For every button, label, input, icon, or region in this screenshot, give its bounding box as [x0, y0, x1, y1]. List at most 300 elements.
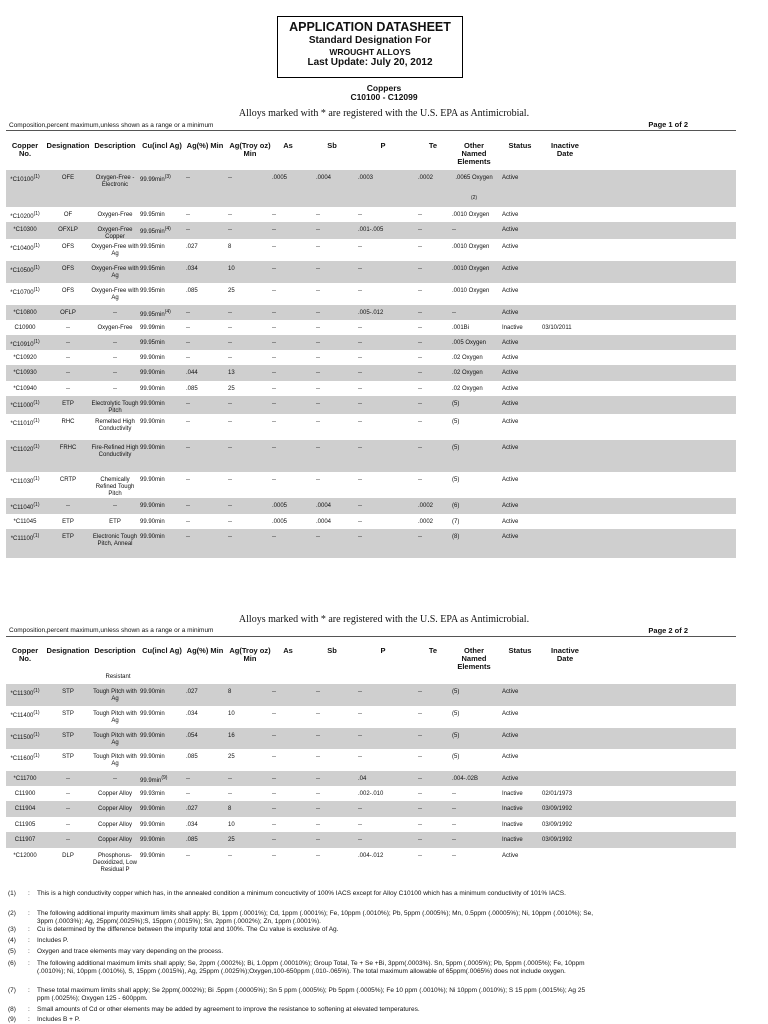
- cell-other-elements: [452, 711, 496, 718]
- cell-text: --: [418, 386, 422, 392]
- cell-p: [358, 837, 408, 844]
- cell-text: C11904: [14, 806, 36, 812]
- cell-p: [358, 445, 408, 452]
- cell-other-elements: [452, 175, 496, 202]
- footnote-ref: (1): [33, 476, 40, 482]
- table-row: [6, 771, 736, 786]
- cell-text: 99.90min: [140, 401, 165, 407]
- cell-text: .0002: [418, 519, 434, 525]
- cell-ag-min: [186, 822, 224, 829]
- cell-text: 99.90min: [140, 355, 165, 361]
- cell-status: [502, 310, 538, 317]
- table-row: [6, 170, 736, 207]
- cell-text: OFS: [61, 266, 75, 272]
- footnote-ref: (1): [33, 710, 40, 716]
- cell-text: --: [228, 534, 232, 540]
- cell-cu-incl-ag: [140, 340, 184, 347]
- cell-as: [272, 776, 304, 783]
- cell-text: C11905: [14, 822, 36, 828]
- table-row: [6, 514, 736, 529]
- cell-as: [272, 806, 304, 813]
- cell-text: 16: [228, 733, 235, 739]
- cell-sb: [316, 175, 348, 182]
- cell-text: 99.90min: [140, 822, 165, 828]
- cell-text: --: [316, 711, 320, 717]
- cell-text: .002-.010: [358, 791, 384, 797]
- cell-te: [418, 340, 448, 347]
- cell-sb: [316, 503, 348, 510]
- cell-copper-no: [6, 689, 44, 698]
- cell-status: [502, 689, 538, 696]
- cell-copper-no: [6, 806, 44, 813]
- cell-copper-no: [6, 711, 44, 720]
- datasheet-header: [277, 16, 463, 78]
- cell-ag-troy-min: [228, 310, 272, 317]
- cell-p: [358, 822, 408, 829]
- cell-ag-min: [186, 244, 224, 251]
- cell-status: [502, 227, 538, 234]
- cell-text: .0003: [358, 175, 374, 181]
- cell-other-elements: [452, 325, 496, 332]
- cell-text: ETP: [62, 534, 74, 540]
- cell-text: 99.90min: [140, 419, 165, 425]
- cell-te: [418, 733, 448, 740]
- cell-p: [358, 733, 408, 740]
- cell-as: [272, 340, 304, 347]
- cell-ag-min: [186, 837, 224, 844]
- cell-text: --: [358, 244, 362, 250]
- cell-text: --: [418, 711, 422, 717]
- cell-description: [90, 340, 140, 347]
- cell-text: 99.90min: [140, 370, 165, 376]
- cell-text: --: [358, 288, 362, 294]
- cell-status: [502, 386, 538, 393]
- cell-te: [418, 386, 448, 393]
- cell-text: --: [228, 355, 232, 361]
- cell-te: [418, 355, 448, 362]
- cell-ag-min: [186, 175, 224, 182]
- cell-text: *C11300: [10, 691, 34, 697]
- cell-text: --: [418, 754, 422, 760]
- cell-ag-min: [186, 355, 224, 362]
- cell-text: Active: [502, 355, 519, 361]
- cell-text: --: [272, 837, 276, 843]
- cell-cu-incl-ag: [140, 212, 184, 219]
- column-header-ag-troy-min: Ag(Troy oz) Min: [229, 646, 271, 663]
- cell-text: --: [66, 806, 70, 812]
- cell-text: (5): [452, 711, 460, 717]
- table-row: [6, 801, 736, 817]
- cell-text: Active: [502, 711, 519, 717]
- cell-text: 25: [228, 837, 235, 843]
- footnote-ref: (3): [164, 174, 171, 180]
- cell-p: [358, 310, 408, 317]
- cell-ag-min: [186, 266, 224, 273]
- cell-text: --: [66, 822, 70, 828]
- cell-ag-min: [186, 776, 224, 783]
- cell-text: --: [228, 791, 232, 797]
- cell-text: --: [316, 212, 320, 218]
- cell-other-elements: [452, 503, 496, 510]
- cell-cu-incl-ag: [140, 355, 184, 362]
- cell-text: --: [316, 288, 320, 294]
- cell-ag-troy-min: [228, 733, 272, 740]
- cell-ag-min: [186, 419, 224, 426]
- cell-sb: [316, 386, 348, 393]
- cell-text: --: [186, 519, 190, 525]
- cell-inactive-date: [542, 822, 588, 829]
- cell-text: 99.90min: [140, 754, 165, 760]
- cell-ag-min: [186, 754, 224, 761]
- cell-text: --: [272, 733, 276, 739]
- cell-designation: [46, 175, 90, 182]
- table-row: [6, 817, 736, 832]
- cell-copper-no: [6, 776, 44, 783]
- cell-p: [358, 711, 408, 718]
- cell-cu-incl-ag: [140, 419, 184, 426]
- cell-text: --: [316, 806, 320, 812]
- cell-text: *C11020: [10, 447, 34, 453]
- cell-ag-troy-min: [228, 386, 272, 393]
- cell-text: .034: [186, 266, 198, 272]
- cell-status: [502, 534, 538, 541]
- cell-text: --: [358, 477, 362, 483]
- cell-text: Remelted High Conductivity: [95, 419, 135, 432]
- cell-sb: [316, 711, 348, 718]
- cell-text: STP: [62, 689, 74, 695]
- column-header-ag-min: Ag(%) Min: [186, 141, 224, 150]
- cell-sb: [316, 822, 348, 829]
- cell-text: --: [186, 445, 190, 451]
- column-header-other-elements: Other Named Elements: [457, 646, 491, 671]
- cell-te: [418, 212, 448, 219]
- cell-description: [90, 791, 140, 798]
- divider: [6, 130, 736, 131]
- table-row: [6, 498, 736, 514]
- cell-ag-min: [186, 212, 224, 219]
- cell-other-elements: [452, 822, 496, 829]
- cell-text: --: [66, 503, 70, 509]
- cell-text: --: [316, 310, 320, 316]
- cell-text: --: [186, 355, 190, 361]
- page-number: Page 1 of 2: [648, 120, 688, 129]
- cell-text: .034: [186, 711, 198, 717]
- cell-text: 99.90min: [140, 503, 165, 509]
- footnote-number: (2): [8, 910, 16, 917]
- cell-text: --: [272, 419, 276, 425]
- cell-as: [272, 754, 304, 761]
- cell-text: --: [272, 288, 276, 294]
- cell-description: [90, 837, 140, 844]
- cell-status: [502, 401, 538, 408]
- cell-text: Tough Pitch with Ag: [93, 733, 137, 746]
- cell-text: .0010 Oxygen: [452, 212, 490, 218]
- cell-text: --: [228, 212, 232, 218]
- table-row: [6, 529, 736, 558]
- cell-ag-min: [186, 227, 224, 234]
- cell-text: 99.95min: [140, 266, 165, 272]
- cell-other-elements: [452, 477, 496, 484]
- footnote-ref: (9): [161, 775, 168, 781]
- cell-text: (7): [452, 519, 460, 525]
- cell-description: [90, 503, 140, 510]
- cell-copper-no: [6, 853, 44, 860]
- cell-text: *C11040: [10, 505, 34, 511]
- footnote-ref: (1): [33, 287, 40, 293]
- cell-p: [358, 340, 408, 347]
- cell-text: --: [113, 386, 117, 392]
- cell-text: Inactive: [502, 822, 523, 828]
- cell-text: --: [418, 227, 422, 233]
- footnote-number: (1): [8, 890, 16, 897]
- cell-p: [358, 519, 408, 526]
- cell-text: 10: [228, 266, 235, 272]
- cell-text: .02 Oxygen: [452, 386, 483, 392]
- cell-text: --: [316, 477, 320, 483]
- cell-status: [502, 806, 538, 813]
- cell-as: [272, 325, 304, 332]
- table-row: [6, 239, 736, 261]
- cell-as: [272, 244, 304, 251]
- cell-description: [90, 689, 140, 703]
- cell-other-elements: [452, 266, 496, 273]
- table-row: [6, 283, 736, 305]
- cell-text: C11900: [14, 791, 36, 797]
- cell-status: [502, 791, 538, 798]
- cell-sb: [316, 266, 348, 273]
- cell-cu-incl-ag: [140, 534, 184, 541]
- cell-te: [418, 837, 448, 844]
- footnote-colon: :: [28, 937, 30, 944]
- table-row: [6, 261, 736, 283]
- footnote-text: This is a high conductivity copper which has, in the annealed condition a minimum concuctivity of 100% IACS except for Alloy C10100 which has a minimum conductivity of 101% IACS.: [37, 890, 566, 897]
- cell-text: STP: [62, 733, 74, 739]
- cell-as: [272, 370, 304, 377]
- cell-text: (5): [452, 477, 460, 483]
- cell-text: --: [358, 689, 362, 695]
- cell-text: --: [272, 477, 276, 483]
- cell-description: [90, 288, 140, 302]
- cell-text: Oxygen-Free -Electronic: [95, 175, 135, 188]
- cell-text: *C11400: [10, 713, 34, 719]
- table-row: [6, 786, 736, 801]
- cell-ag-troy-min: [228, 288, 272, 295]
- cell-sb: [316, 355, 348, 362]
- cell-copper-no: [6, 244, 44, 253]
- series-name: Coppers: [366, 83, 402, 93]
- cell-text: --: [228, 853, 232, 859]
- cell-description: [90, 244, 140, 258]
- cell-cu-incl-ag: [140, 244, 184, 251]
- cell-text: *C11010: [10, 421, 34, 427]
- cell-ag-troy-min: [228, 776, 272, 783]
- cell-text: 25: [228, 754, 235, 760]
- cell-as: [272, 212, 304, 219]
- cell-text: (5): [452, 419, 460, 425]
- cell-text: .0004: [316, 175, 332, 181]
- cell-text: *C10300: [13, 227, 37, 233]
- cell-ag-min: [186, 340, 224, 347]
- cell-ag-troy-min: [228, 325, 272, 332]
- cell-as: [272, 519, 304, 526]
- cell-as: [272, 310, 304, 317]
- cell-copper-no: [6, 288, 44, 297]
- cell-te: [418, 370, 448, 377]
- cell-cu-incl-ag: [140, 689, 184, 696]
- cell-text: 8: [228, 244, 232, 250]
- cell-status: [502, 266, 538, 273]
- column-header-description: Description: [94, 141, 136, 150]
- cell-as: [272, 419, 304, 426]
- cell-as: [272, 355, 304, 362]
- cell-text: --: [418, 477, 422, 483]
- cell-text: 99.90min: [140, 853, 165, 859]
- cell-text: .0002: [418, 503, 434, 509]
- cell-text: 99.90min: [140, 711, 165, 717]
- cell-copper-no: [6, 791, 44, 798]
- cell-other-elements: [452, 806, 496, 813]
- cell-designation: [46, 733, 90, 740]
- cell-text: Tough Pitch with Ag: [93, 689, 137, 702]
- cell-text: --: [272, 212, 276, 218]
- footnote-number: (5): [8, 948, 16, 955]
- cell-cu-incl-ag: [140, 288, 184, 295]
- table-row: [6, 396, 736, 414]
- cell-text: OFE: [61, 175, 75, 181]
- cell-text: Chemically Refined Tough Pitch: [95, 477, 135, 497]
- cell-text: Active: [502, 519, 519, 525]
- cell-text: --: [316, 853, 320, 859]
- cell-other-elements: [452, 733, 496, 740]
- cell-text: .0005: [272, 175, 288, 181]
- cell-text: .001-.005: [358, 227, 384, 233]
- cell-text: .085: [186, 288, 198, 294]
- cell-te: [418, 534, 448, 541]
- cell-sb: [316, 689, 348, 696]
- cell-as: [272, 386, 304, 393]
- table-row: [6, 414, 736, 440]
- cell-designation: [46, 853, 90, 860]
- cell-text: --: [316, 754, 320, 760]
- cell-description: [90, 325, 140, 332]
- cell-text: --: [316, 445, 320, 451]
- cell-designation: [46, 477, 90, 484]
- footnote-ref: (4): [164, 226, 171, 232]
- cell-text: 03/09/1992: [542, 822, 573, 828]
- cell-other-elements: [452, 244, 496, 251]
- footnote-ref: (1): [33, 688, 40, 694]
- cell-text: --: [418, 791, 422, 797]
- column-header-ag-min: Ag(%) Min: [186, 646, 224, 655]
- cell-as: [272, 401, 304, 408]
- cell-sb: [316, 419, 348, 426]
- cell-other-elements: [452, 227, 496, 234]
- cell-sb: [316, 325, 348, 332]
- cell-cu-incl-ag: [140, 370, 184, 377]
- cell-text: --: [186, 419, 190, 425]
- footnote-number: (6): [8, 960, 16, 967]
- cell-text: 99.95min: [140, 312, 165, 318]
- cell-cu-incl-ag: [140, 175, 184, 184]
- cell-cu-incl-ag: [140, 266, 184, 273]
- cell-text: --: [272, 534, 276, 540]
- cell-text: *C10400: [10, 246, 34, 252]
- cell-other-elements: [452, 689, 496, 696]
- footnote-ref: (4): [164, 309, 171, 315]
- column-header-te: Te: [428, 646, 438, 655]
- cell-text: --: [418, 733, 422, 739]
- cell-sb: [316, 244, 348, 251]
- cell-designation: [46, 503, 90, 510]
- cell-other-elements: [452, 534, 496, 541]
- cell-ag-troy-min: [228, 689, 272, 696]
- cell-copper-no: [6, 477, 44, 486]
- cell-text: .027: [186, 689, 198, 695]
- cell-text: (5): [452, 733, 460, 739]
- cell-cu-incl-ag: [140, 519, 184, 526]
- cell-text: --: [358, 754, 362, 760]
- cell-status: [502, 519, 538, 526]
- cell-text: --: [358, 355, 362, 361]
- table-row: [6, 684, 736, 706]
- cell-text: --: [113, 310, 117, 316]
- cell-other-elements: [452, 445, 496, 452]
- cell-cu-incl-ag: [140, 806, 184, 813]
- table-row: [6, 320, 736, 335]
- cell-text: --: [228, 503, 232, 509]
- cell-cu-incl-ag: [140, 853, 184, 860]
- cell-text: 99.95min: [140, 340, 165, 346]
- cell-as: [272, 175, 304, 182]
- cell-text: --: [358, 733, 362, 739]
- cell-as: [272, 227, 304, 234]
- cell-p: [358, 370, 408, 377]
- cell-te: [418, 244, 448, 251]
- cell-text: --: [358, 822, 362, 828]
- cell-as: [272, 288, 304, 295]
- cell-ag-troy-min: [228, 227, 272, 234]
- table-row: [6, 305, 736, 320]
- table-row: [6, 381, 736, 396]
- cell-sb: [316, 853, 348, 860]
- cell-sb: [316, 227, 348, 234]
- cell-text: 10: [228, 822, 235, 828]
- cell-text: Active: [502, 386, 519, 392]
- cell-text: .0010 Oxygen: [452, 244, 490, 250]
- cell-text: --: [358, 445, 362, 451]
- cell-sb: [316, 477, 348, 484]
- cell-text: --: [418, 822, 422, 828]
- cell-p: [358, 791, 408, 798]
- cell-text: 99.90min: [140, 386, 165, 392]
- cell-text: --: [66, 791, 70, 797]
- cell-text: OF: [63, 212, 73, 218]
- cell-text: 99.99min: [140, 325, 165, 331]
- cell-inactive-date: [542, 791, 588, 798]
- cell-text: --: [272, 310, 276, 316]
- cell-text: Active: [502, 227, 519, 233]
- cell-text: Inactive: [502, 325, 523, 331]
- datasheet-subtitle: Standard Designation For: [308, 35, 432, 46]
- cell-text: 03/09/1992: [542, 806, 573, 812]
- cell-text: Copper Alloy: [97, 791, 133, 797]
- cell-text: --: [272, 806, 276, 812]
- cell-text: Electrolytic Tough Pitch: [91, 401, 139, 414]
- cell-text: 99.90min: [140, 806, 165, 812]
- cell-text: 8: [228, 806, 232, 812]
- cell-text: .02 Oxygen: [452, 370, 483, 376]
- cell-description: [90, 445, 140, 459]
